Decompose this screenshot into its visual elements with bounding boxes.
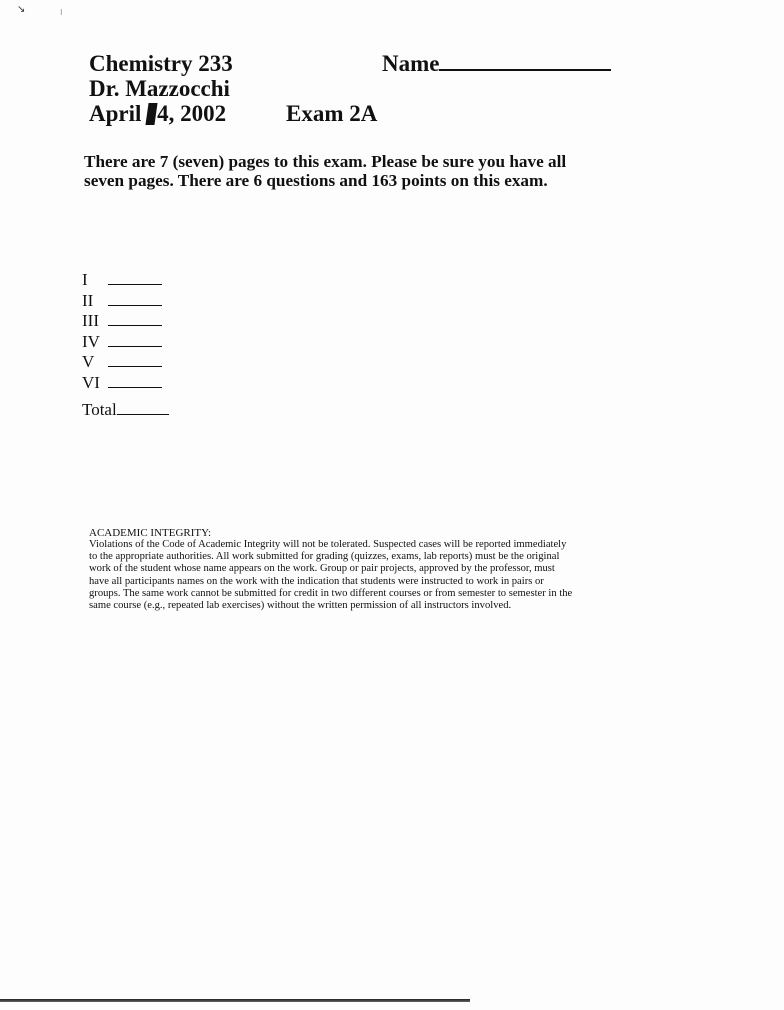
integrity-line: have all participants names on the work with the indication that students were instructed to work in pairs or xyxy=(89,575,544,587)
score-row xyxy=(82,352,182,373)
score-label: V xyxy=(82,352,95,371)
integrity-line: work of the student whose name appears on the work. Group or pair projects, approved by the professor, must xyxy=(89,563,555,575)
score-blank[interactable] xyxy=(108,387,162,388)
score-blank[interactable] xyxy=(108,366,162,367)
integrity-heading: ACADEMIC INTEGRITY: xyxy=(89,527,212,539)
total-label: Total xyxy=(82,400,117,419)
score-label: I xyxy=(82,270,88,289)
name-blank[interactable] xyxy=(439,51,611,71)
exam-notice xyxy=(84,152,644,190)
redaction-mark xyxy=(146,103,158,125)
score-row xyxy=(82,291,182,312)
score-label: II xyxy=(82,290,94,310)
integrity-line: to the appropriate authorities. All work submitted for grading (quizzes, exams, lab reports) must be the original xyxy=(89,551,560,563)
score-row xyxy=(82,270,182,291)
total-blank[interactable] xyxy=(117,400,169,415)
score-row xyxy=(82,373,182,394)
integrity-line: groups. The same work cannot be submitted for credit in two different courses or from semester to semester in the xyxy=(89,587,573,599)
name-field xyxy=(382,51,611,76)
score-table xyxy=(82,270,182,393)
scan-speck-mark: ↘ xyxy=(17,4,26,15)
integrity-line: Violations of the Code of Academic Integrity will not be tolerated. Suspected cases will be reported immediately xyxy=(89,539,567,550)
score-row xyxy=(82,332,182,353)
notice-line-1: There are 7 (seven) pages to this exam. Please be sure you have all xyxy=(84,152,567,171)
score-label: VI xyxy=(82,372,100,392)
page-bottom-rule xyxy=(0,999,470,1002)
exam-version: Exam 2A xyxy=(286,101,378,126)
instructor-name: Dr. Mazzocchi xyxy=(89,76,230,101)
score-blank[interactable] xyxy=(108,325,162,326)
score-blank[interactable] xyxy=(108,305,162,306)
score-blank[interactable] xyxy=(108,284,162,285)
total-score xyxy=(82,400,169,420)
scan-speck-dot: ⁝ xyxy=(60,8,63,17)
exam-date-rest: 4, 2002 xyxy=(157,101,227,126)
notice-line-2: seven pages. There are 6 questions and 163 points on this exam. xyxy=(84,171,548,190)
integrity-line: same course (e.g., repeated lab exercises) without the written permission of all instructors involved. xyxy=(89,600,512,612)
score-blank[interactable] xyxy=(108,346,162,347)
score-label: III xyxy=(82,311,99,330)
course-title: Chemistry 233 xyxy=(89,51,233,76)
exam-date-month: April xyxy=(89,101,142,126)
score-label: IV xyxy=(82,331,100,351)
integrity-text xyxy=(89,539,645,612)
score-row xyxy=(82,311,182,332)
name-label: Name xyxy=(382,51,440,76)
exam-date xyxy=(89,101,226,126)
